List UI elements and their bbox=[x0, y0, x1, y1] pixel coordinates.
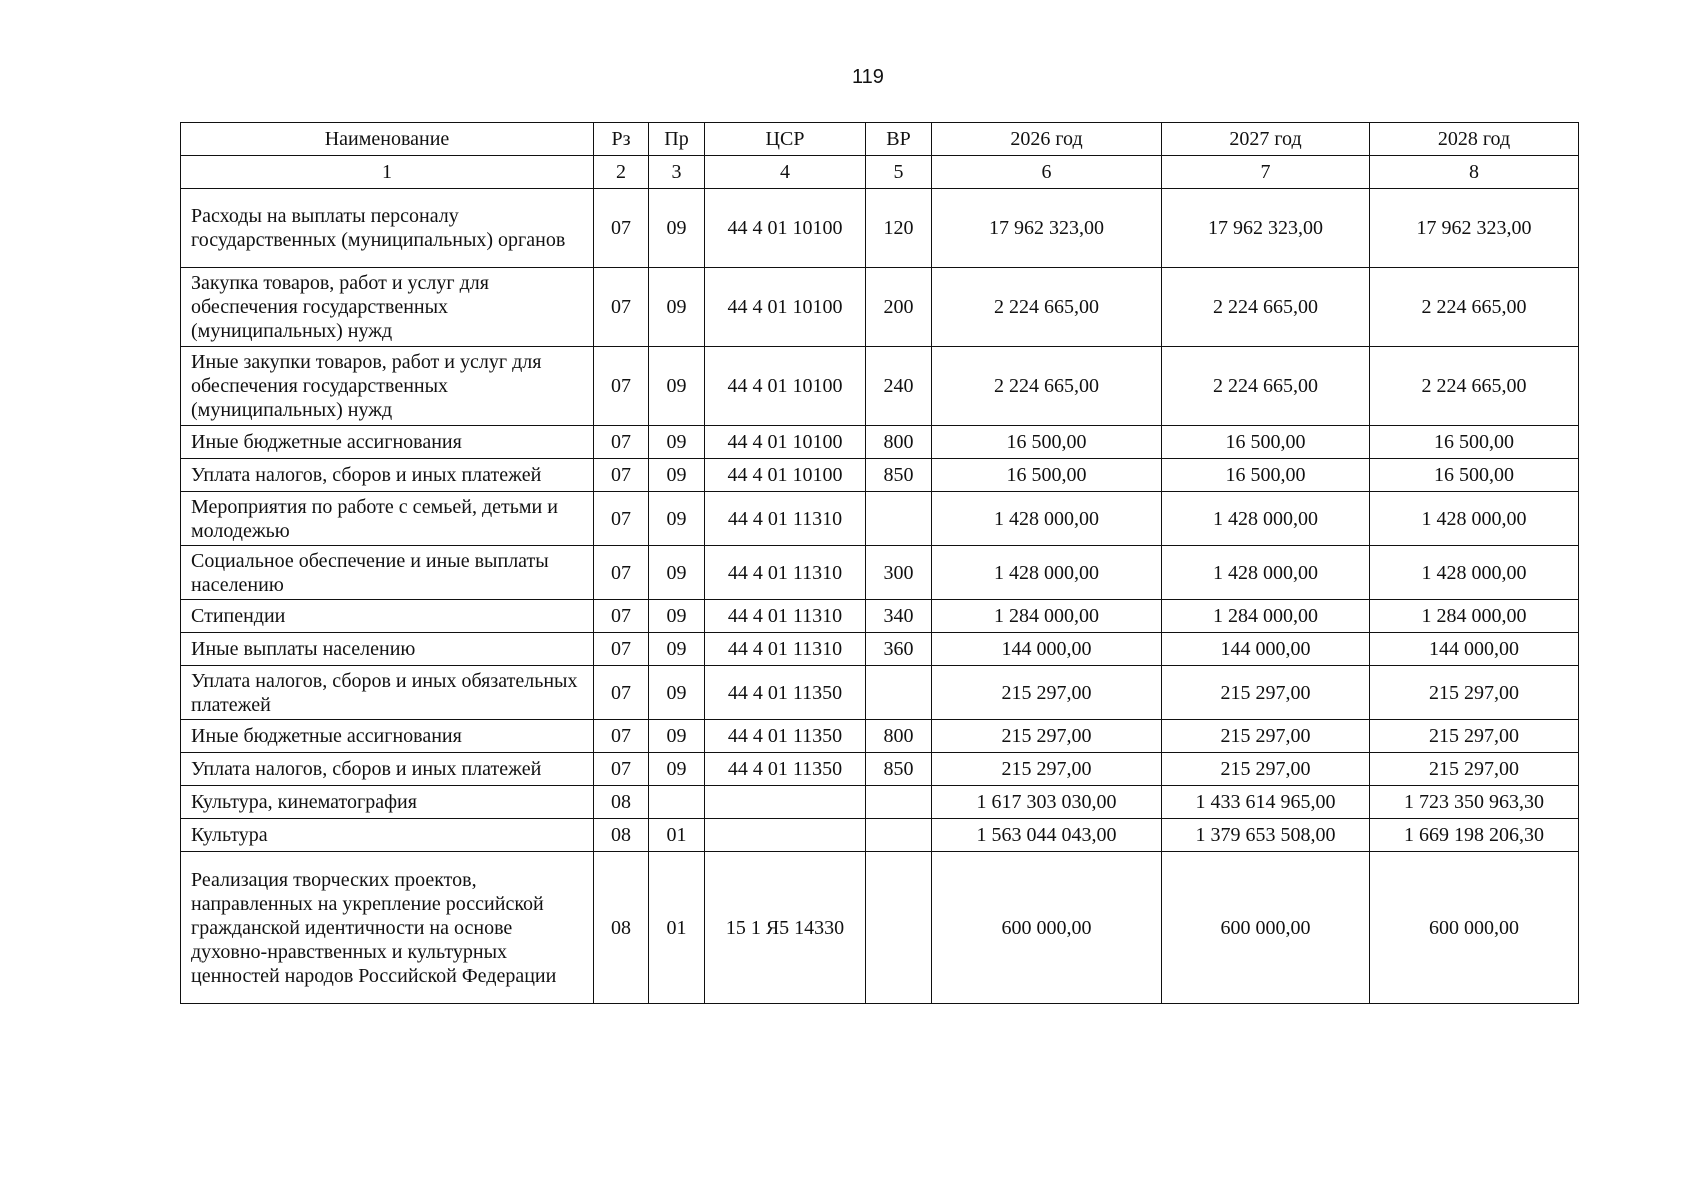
row-2026: 215 297,00 bbox=[932, 666, 1162, 720]
header-row bbox=[181, 123, 1579, 156]
row-2026: 215 297,00 bbox=[932, 720, 1162, 753]
row-2028: 16 500,00 bbox=[1370, 459, 1579, 492]
column-number: 2 bbox=[594, 156, 649, 189]
row-2026: 144 000,00 bbox=[932, 633, 1162, 666]
row-name: Закупка товаров, работ и услуг для обеспечения государственных (муниципальных) нужд bbox=[181, 268, 594, 347]
row-csr: 44 4 01 11310 bbox=[705, 633, 866, 666]
table-row bbox=[181, 268, 1579, 347]
row-name: Иные выплаты населению bbox=[181, 633, 594, 666]
table-row bbox=[181, 426, 1579, 459]
row-pr: 09 bbox=[649, 666, 705, 720]
row-2027: 16 500,00 bbox=[1162, 426, 1370, 459]
row-rz: 08 bbox=[594, 819, 649, 852]
row-pr bbox=[649, 786, 705, 819]
row-name: Реализация творческих проектов, направленных на укрепление российской гражданской идентичности на основе духовно-нравственных и культурных ценностей народов Российской Федерации bbox=[181, 852, 594, 1004]
row-2026: 16 500,00 bbox=[932, 459, 1162, 492]
row-2026: 16 500,00 bbox=[932, 426, 1162, 459]
row-pr: 09 bbox=[649, 347, 705, 426]
table-row bbox=[181, 666, 1579, 720]
table-row bbox=[181, 633, 1579, 666]
row-2026: 1 428 000,00 bbox=[932, 492, 1162, 546]
header-csr: ЦСР bbox=[705, 123, 866, 156]
row-pr: 09 bbox=[649, 459, 705, 492]
row-pr: 09 bbox=[649, 633, 705, 666]
row-2028: 600 000,00 bbox=[1370, 852, 1579, 1004]
row-2028: 17 962 323,00 bbox=[1370, 189, 1579, 268]
row-2028: 215 297,00 bbox=[1370, 753, 1579, 786]
row-csr: 44 4 01 11310 bbox=[705, 600, 866, 633]
row-vr bbox=[866, 819, 932, 852]
row-vr: 850 bbox=[866, 753, 932, 786]
row-csr: 44 4 01 10100 bbox=[705, 347, 866, 426]
row-vr: 200 bbox=[866, 268, 932, 347]
row-vr: 360 bbox=[866, 633, 932, 666]
row-name: Уплата налогов, сборов и иных обязательных платежей bbox=[181, 666, 594, 720]
row-name: Социальное обеспечение и иные выплаты населению bbox=[181, 546, 594, 600]
row-rz: 07 bbox=[594, 666, 649, 720]
table-row bbox=[181, 546, 1579, 600]
table-row bbox=[181, 492, 1579, 546]
row-rz: 07 bbox=[594, 268, 649, 347]
row-csr: 15 1 Я5 14330 bbox=[705, 852, 866, 1004]
column-number: 3 bbox=[649, 156, 705, 189]
row-2028: 1 428 000,00 bbox=[1370, 492, 1579, 546]
column-number: 5 bbox=[866, 156, 932, 189]
column-number: 1 bbox=[181, 156, 594, 189]
row-rz: 07 bbox=[594, 189, 649, 268]
header-rz: Рз bbox=[594, 123, 649, 156]
row-vr: 800 bbox=[866, 426, 932, 459]
row-2028: 1 669 198 206,30 bbox=[1370, 819, 1579, 852]
row-2026: 215 297,00 bbox=[932, 753, 1162, 786]
row-2027: 2 224 665,00 bbox=[1162, 347, 1370, 426]
column-number: 7 bbox=[1162, 156, 1370, 189]
row-csr: 44 4 01 10100 bbox=[705, 268, 866, 347]
row-name: Иные бюджетные ассигнования bbox=[181, 426, 594, 459]
row-vr: 120 bbox=[866, 189, 932, 268]
row-rz: 08 bbox=[594, 852, 649, 1004]
row-name: Культура, кинематография bbox=[181, 786, 594, 819]
row-name: Уплата налогов, сборов и иных платежей bbox=[181, 753, 594, 786]
row-2026: 600 000,00 bbox=[932, 852, 1162, 1004]
row-2028: 1 428 000,00 bbox=[1370, 546, 1579, 600]
row-vr bbox=[866, 492, 932, 546]
budget-table bbox=[180, 122, 1579, 1004]
row-name: Стипендии bbox=[181, 600, 594, 633]
row-name: Иные закупки товаров, работ и услуг для обеспечения государственных (муниципальных) нужд bbox=[181, 347, 594, 426]
table-row bbox=[181, 753, 1579, 786]
header-2027: 2027 год bbox=[1162, 123, 1370, 156]
row-csr: 44 4 01 11350 bbox=[705, 753, 866, 786]
row-pr: 09 bbox=[649, 753, 705, 786]
row-pr: 01 bbox=[649, 852, 705, 1004]
row-pr: 09 bbox=[649, 600, 705, 633]
table-row bbox=[181, 347, 1579, 426]
row-vr bbox=[866, 852, 932, 1004]
row-2027: 2 224 665,00 bbox=[1162, 268, 1370, 347]
row-2026: 2 224 665,00 bbox=[932, 268, 1162, 347]
column-number: 4 bbox=[705, 156, 866, 189]
table-row bbox=[181, 459, 1579, 492]
row-vr: 300 bbox=[866, 546, 932, 600]
column-number: 8 bbox=[1370, 156, 1579, 189]
row-2028: 1 723 350 963,30 bbox=[1370, 786, 1579, 819]
row-2027: 215 297,00 bbox=[1162, 666, 1370, 720]
header-name: Наименование bbox=[181, 123, 594, 156]
row-pr: 09 bbox=[649, 720, 705, 753]
row-2027: 144 000,00 bbox=[1162, 633, 1370, 666]
row-2027: 1 379 653 508,00 bbox=[1162, 819, 1370, 852]
row-csr: 44 4 01 11310 bbox=[705, 546, 866, 600]
row-pr: 01 bbox=[649, 819, 705, 852]
row-2028: 16 500,00 bbox=[1370, 426, 1579, 459]
row-csr: 44 4 01 10100 bbox=[705, 189, 866, 268]
row-csr: 44 4 01 10100 bbox=[705, 459, 866, 492]
row-2026: 1 428 000,00 bbox=[932, 546, 1162, 600]
row-csr: 44 4 01 11350 bbox=[705, 720, 866, 753]
row-csr: 44 4 01 11350 bbox=[705, 666, 866, 720]
row-csr: 44 4 01 11310 bbox=[705, 492, 866, 546]
row-pr: 09 bbox=[649, 426, 705, 459]
header-2028: 2028 год bbox=[1370, 123, 1579, 156]
row-rz: 07 bbox=[594, 546, 649, 600]
header-pr: Пр bbox=[649, 123, 705, 156]
row-vr: 850 bbox=[866, 459, 932, 492]
column-number: 6 bbox=[932, 156, 1162, 189]
row-2028: 215 297,00 bbox=[1370, 666, 1579, 720]
row-2027: 1 428 000,00 bbox=[1162, 546, 1370, 600]
table-row bbox=[181, 819, 1579, 852]
table-body bbox=[181, 156, 1579, 1004]
row-pr: 09 bbox=[649, 492, 705, 546]
row-2028: 144 000,00 bbox=[1370, 633, 1579, 666]
row-2027: 17 962 323,00 bbox=[1162, 189, 1370, 268]
row-rz: 07 bbox=[594, 459, 649, 492]
row-name: Уплата налогов, сборов и иных платежей bbox=[181, 459, 594, 492]
row-2026: 17 962 323,00 bbox=[932, 189, 1162, 268]
row-name: Мероприятия по работе с семьей, детьми и молодежью bbox=[181, 492, 594, 546]
row-2028: 215 297,00 bbox=[1370, 720, 1579, 753]
row-2027: 215 297,00 bbox=[1162, 720, 1370, 753]
row-csr bbox=[705, 786, 866, 819]
table-row bbox=[181, 720, 1579, 753]
row-2028: 1 284 000,00 bbox=[1370, 600, 1579, 633]
row-2027: 1 284 000,00 bbox=[1162, 600, 1370, 633]
row-pr: 09 bbox=[649, 268, 705, 347]
row-2028: 2 224 665,00 bbox=[1370, 268, 1579, 347]
table-row bbox=[181, 600, 1579, 633]
row-vr bbox=[866, 666, 932, 720]
row-csr: 44 4 01 10100 bbox=[705, 426, 866, 459]
row-name: Иные бюджетные ассигнования bbox=[181, 720, 594, 753]
row-pr: 09 bbox=[649, 546, 705, 600]
table-row bbox=[181, 852, 1579, 1004]
page-number: 119 bbox=[852, 66, 884, 88]
row-vr: 800 bbox=[866, 720, 932, 753]
row-name: Расходы на выплаты персоналу государственных (муниципальных) органов bbox=[181, 189, 594, 268]
row-pr: 09 bbox=[649, 189, 705, 268]
table-header bbox=[181, 123, 1579, 156]
row-rz: 08 bbox=[594, 786, 649, 819]
row-rz: 07 bbox=[594, 633, 649, 666]
row-vr: 240 bbox=[866, 347, 932, 426]
table-row bbox=[181, 786, 1579, 819]
header-vr: ВР bbox=[866, 123, 932, 156]
row-2026: 1 617 303 030,00 bbox=[932, 786, 1162, 819]
row-2027: 600 000,00 bbox=[1162, 852, 1370, 1004]
row-2026: 2 224 665,00 bbox=[932, 347, 1162, 426]
row-rz: 07 bbox=[594, 753, 649, 786]
column-number-row bbox=[181, 156, 1579, 189]
header-2026: 2026 год bbox=[932, 123, 1162, 156]
row-csr bbox=[705, 819, 866, 852]
row-2027: 1 433 614 965,00 bbox=[1162, 786, 1370, 819]
table-row bbox=[181, 189, 1579, 268]
row-2027: 215 297,00 bbox=[1162, 753, 1370, 786]
row-rz: 07 bbox=[594, 347, 649, 426]
row-2028: 2 224 665,00 bbox=[1370, 347, 1579, 426]
row-name: Культура bbox=[181, 819, 594, 852]
row-2027: 16 500,00 bbox=[1162, 459, 1370, 492]
row-rz: 07 bbox=[594, 492, 649, 546]
row-2026: 1 563 044 043,00 bbox=[932, 819, 1162, 852]
row-vr bbox=[866, 786, 932, 819]
row-2026: 1 284 000,00 bbox=[932, 600, 1162, 633]
row-2027: 1 428 000,00 bbox=[1162, 492, 1370, 546]
row-rz: 07 bbox=[594, 720, 649, 753]
row-vr: 340 bbox=[866, 600, 932, 633]
row-rz: 07 bbox=[594, 426, 649, 459]
row-rz: 07 bbox=[594, 600, 649, 633]
